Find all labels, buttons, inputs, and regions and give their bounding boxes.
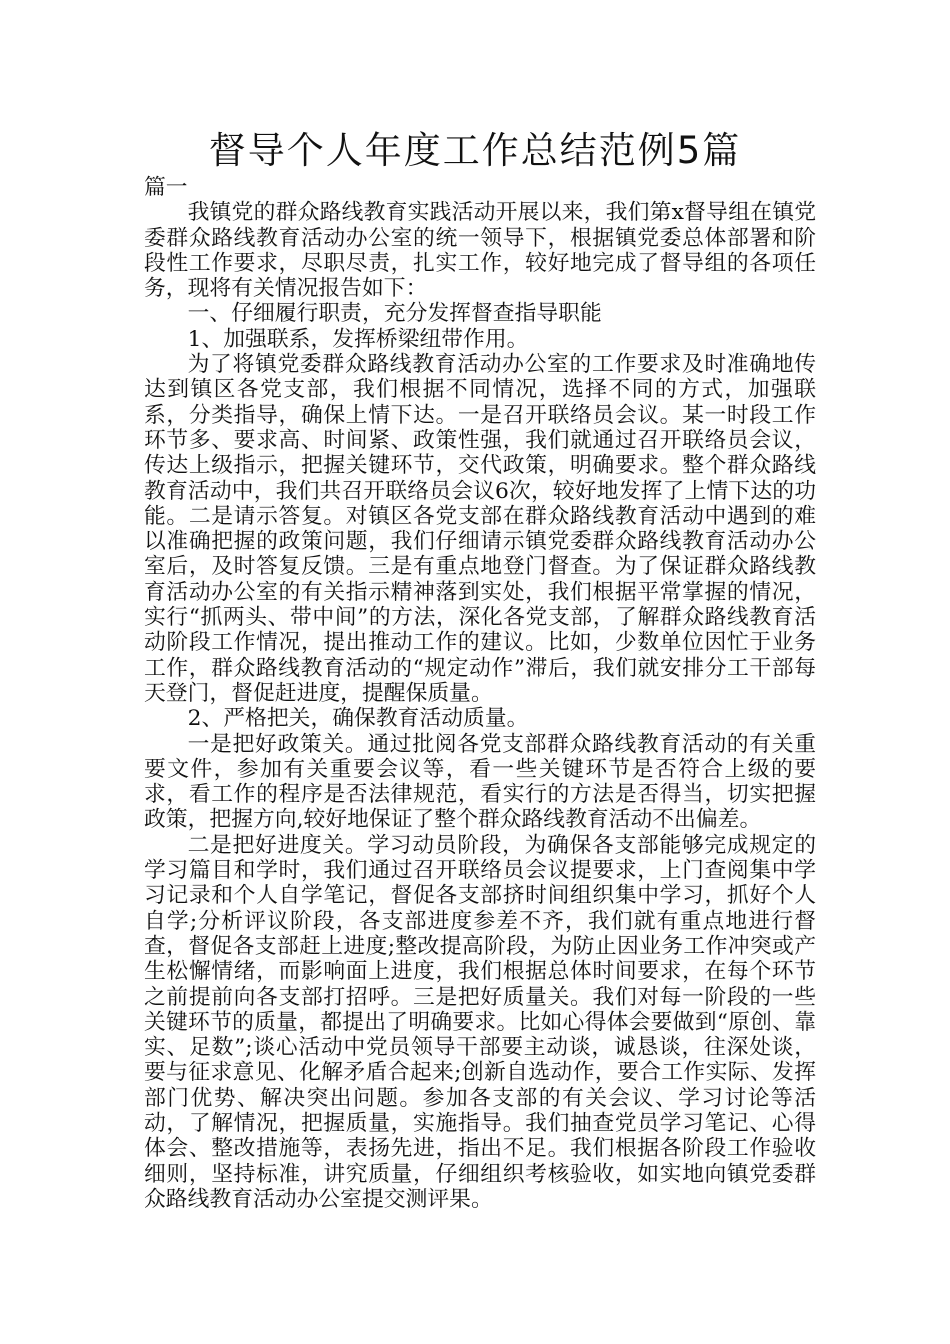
paragraph-intro: 我镇党的群众路线教育实践活动开展以来，我们第x督导组在镇党委群众路线教育活动办公室的统一领导下，根据镇党委总体部署和阶段性工作要求，尽职尽责，扎实工作，较好地完成了督导组的各项任务，现将有关情况报告如下： [144, 200, 816, 302]
section-label: 篇一 [144, 175, 188, 200]
paragraph-contact: 为了将镇党委群众路线教育活动办公室的工作要求及时准确地传达到镇区各党支部，我们根据不同情况，选择不同的方式，加强联系，分类指导，确保上情下达。一是召开联络员会议。某一时段工作环节多、要求高、时间紧、政策性强，我们就通过召开联络员会议，传达上级指示，把握关键环节，交代政策，明确要求。整个群众路线教育活动中，我们共召开联络员会议6次，较好地发挥了上情下达的功能。二是请示答复。对镇区各党支部在群众路线教育活动中遇到的难以准确把握的政策问题，我们仔细请示镇党委群众路线教育活动办公室后，及时答复反馈。三是有重点地登门督查。为了保证群众路线教育活动办公室的有关指示精神落到实处，我们根据平常掌握的情况，实行“抓两头、带中间”的方法，深化各党支部，了解群众路线教育活动阶段工作情况，提出推动工作的建议。比如，少数单位因忙于业务工作，群众路线教育活动的“规定动作”滞后，我们就安排分工干部每天登门，督促赶进度，提醒保质量。 [144, 352, 816, 706]
paragraph-policy: 一是把好政策关。通过批阅各党支部群众路线教育活动的有关重要文件，参加有关重要会议等，看一些关键环节是否符合上级的要求，看工作的程序是否法律规范，看实行的方法是否得当，切实把握政策，把握方向,较好地保证了整个群众路线教育活动不出偏差。 [144, 731, 816, 833]
subheading-contact: 1、加强联系，发挥桥梁纽带作用。 [187, 326, 529, 352]
paragraph-progress: 二是把好进度关。学习动员阶段，为确保各支部能够完成规定的学习篇目和学时，我们通过召开联络员会议提要求，上门查阅集中学习记录和个人自学笔记，督促各支部挤时间组织集中学习，抓好个人自学;分析评议阶段，各支部进度参差不齐，我们就有重点地进行督查，督促各支部赶上进度;整改提高阶段，为防止因业务工作冲突或产生松懈情绪，而影响面上进度，我们根据总体时间要求，在每个环节之前提前向各支部打招呼。三是把好质量关。我们对每一阶段的一些关键环节的质量，都提出了明确要求。比如心得体会要做到“原创、靠实、足数”;谈心活动中党员领导干部要主动谈，诚恳谈，往深处谈，要与征求意见、化解矛盾合起来;创新自选动作，要合工作实际、发挥部门优势、解决突出问题。参加各支部的有关会议、学习讨论等活动，了解情况，把握质量，实施指导。我们抽查党员学习笔记、心得体会、整改措施等，表扬先进，指出不足。我们根据各阶段工作验收细则，坚持标准，讲究质量，仔细组织考核验收，如实地向镇党委群众路线教育活动办公室提交测评果。 [144, 832, 816, 1212]
subheading-quality: 2、严格把关，确保教育活动质量。 [187, 706, 529, 732]
heading-duties: 一、仔细履行职责，充分发挥督查指导职能 [187, 301, 602, 327]
document-title: 督导个人年度工作总结范例5篇 [208, 129, 742, 172]
document-body [144, 175, 816, 1212]
